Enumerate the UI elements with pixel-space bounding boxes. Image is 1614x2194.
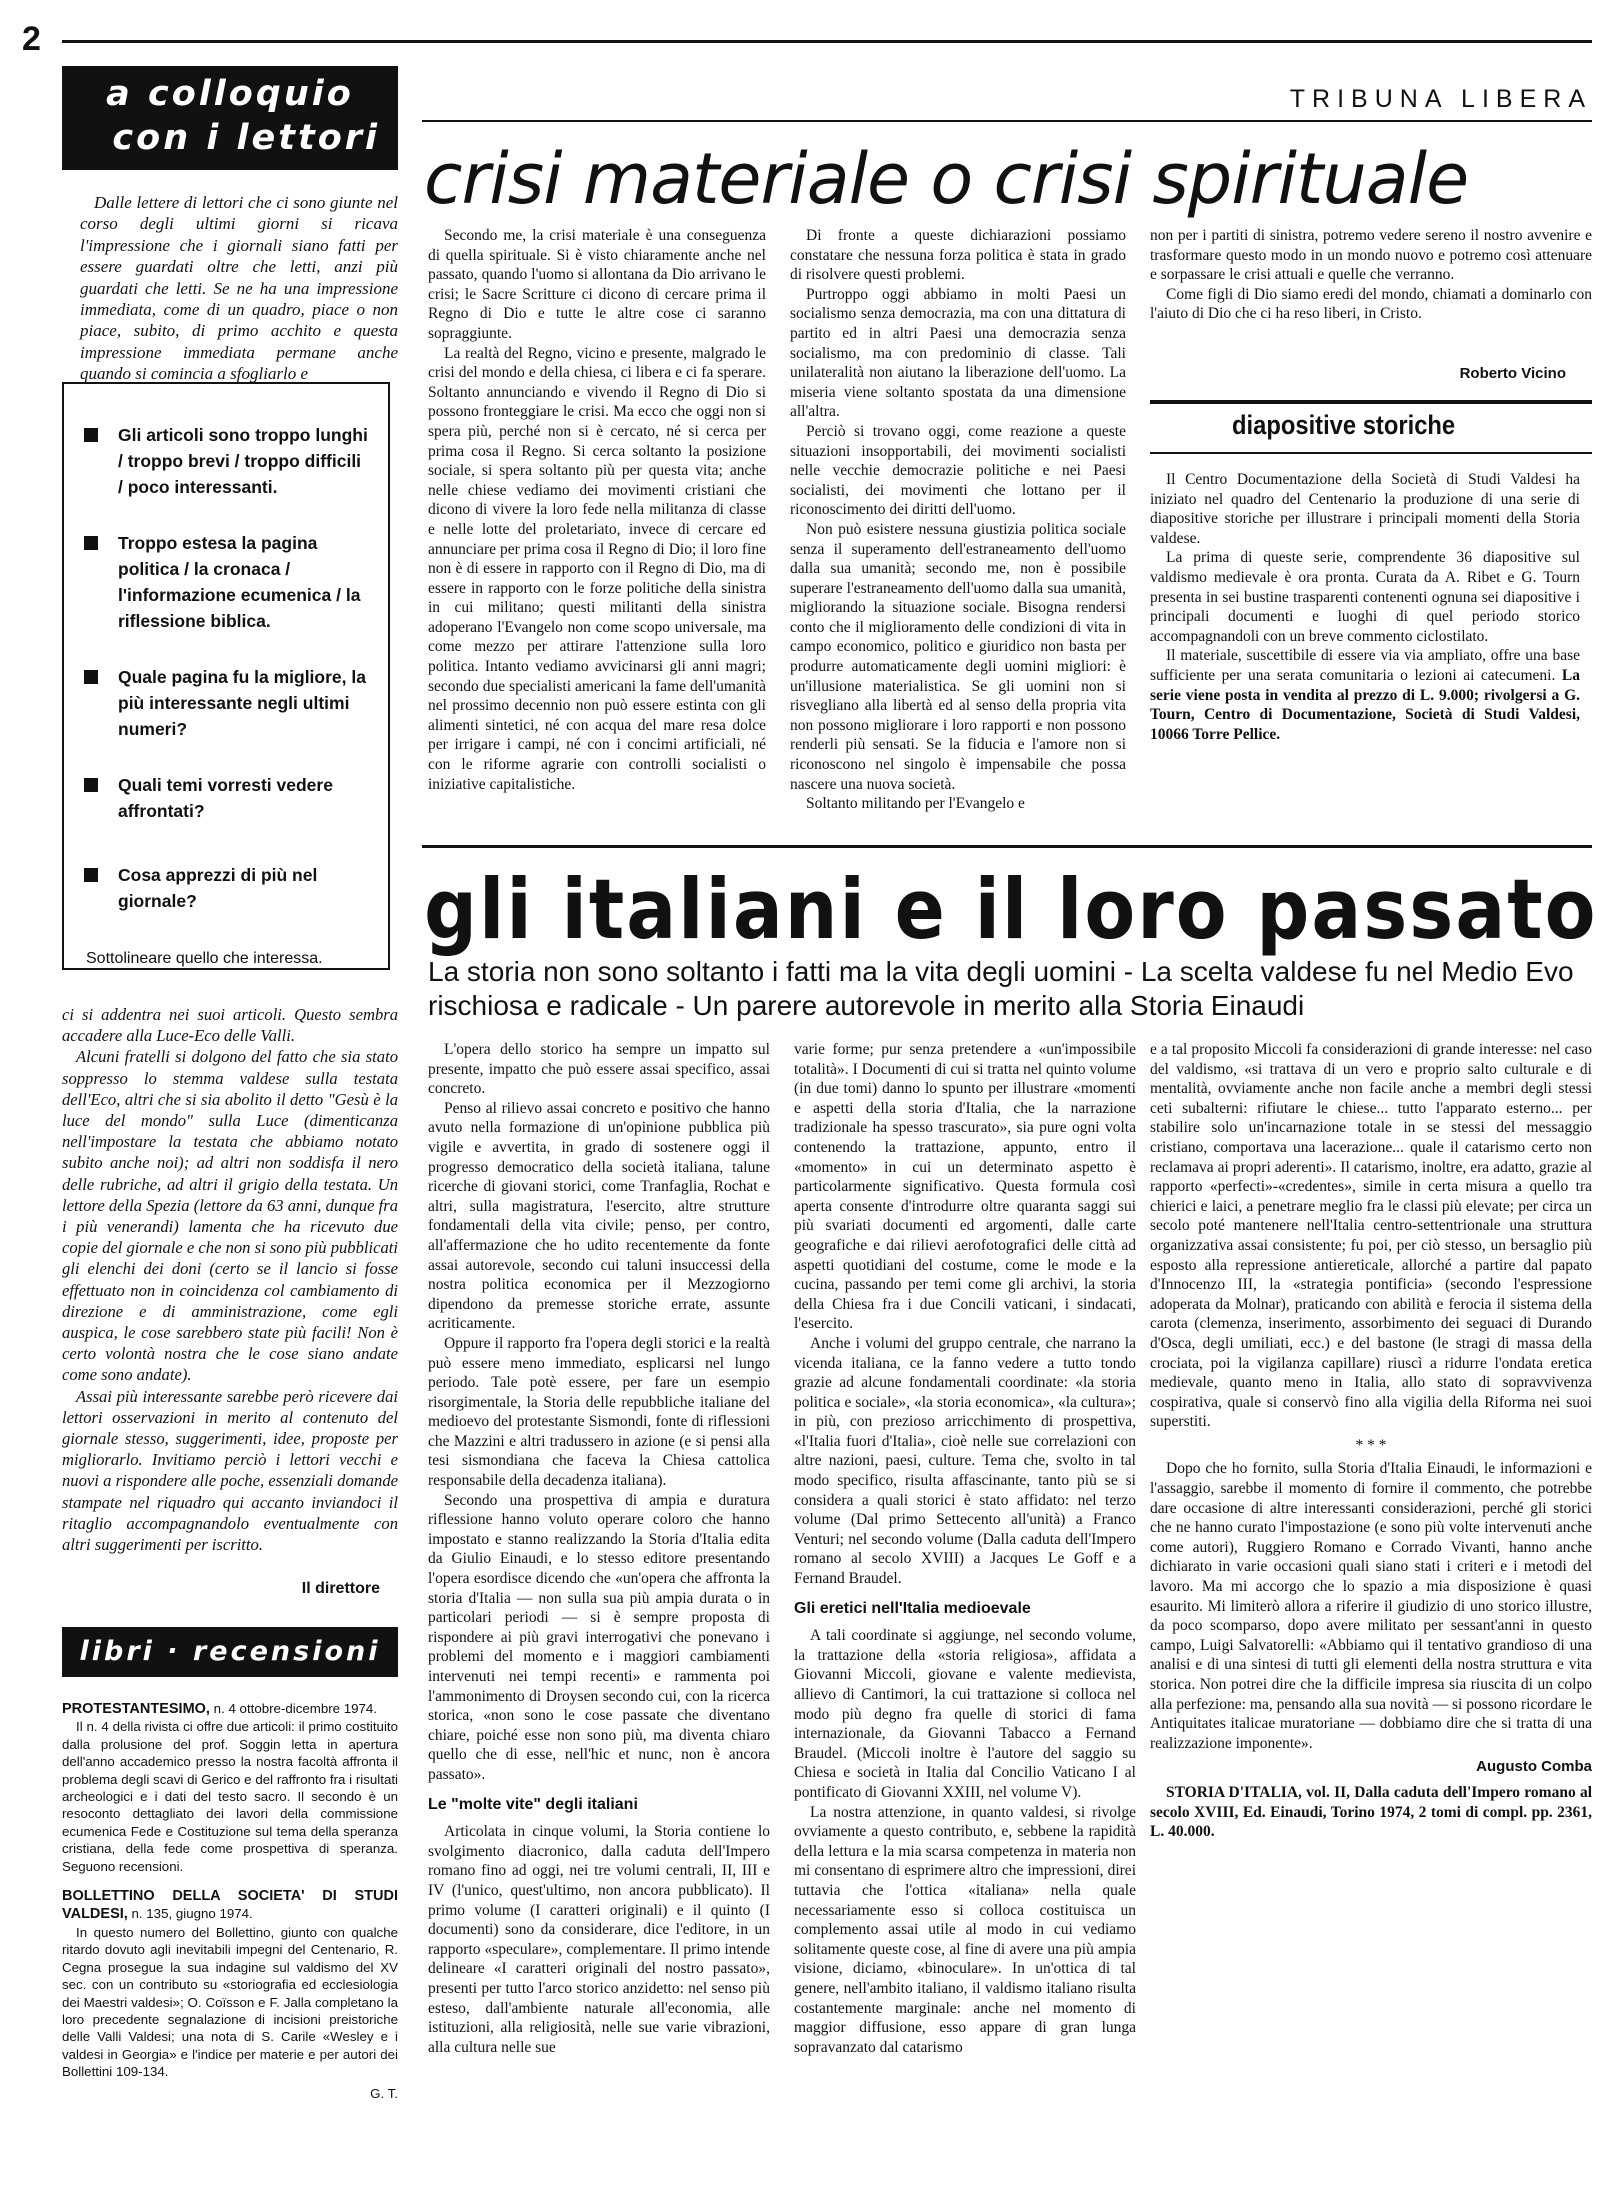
questionnaire-box (62, 382, 390, 970)
question-2[interactable]: Troppo estesa la pagina politica / la cronaca / l'informazione ecumenica / la riflessione biblica. (84, 530, 370, 634)
direttore-signature: Il direttore (301, 1580, 380, 1597)
tribuna-kicker: TRIBUNA LIBERA (1289, 85, 1592, 113)
top-rule (62, 40, 1592, 43)
colloquio-p1: ci si addentra nei suoi articoli. Questo sembra accadere alla Luce-Eco delle Valli. (62, 1005, 398, 1046)
page-number: 2 (22, 20, 41, 58)
review-2-text: In questo numero del Bollettino, giunto con qualche ritardo dovuto agli inevitabili impegni del Centenario, R. Cegna prosegue la sua indagine sul valdismo del XV sec. con un contributo su «storiografia ed ecclesiologia dei Maestri valdesi»; O. Coïsson e F. Jalla completano la loro precedente segnalazione di incisioni preistoriche delle Valli Valdesi; una nota di S. Carile «Wesley e i valdesi in Georgia» e l'indice per materie e per autori dei Bollettini 109-134. (62, 1924, 398, 2080)
review-signature: G. T. (370, 2085, 398, 2101)
question-3[interactable]: Quale pagina fu la migliore, la più interessante negli ultimi numeri? (84, 664, 370, 742)
tribuna-col-2: Di fronte a queste dichiarazioni possiamo constatare che nessuna forza politica è stata in grado di risolvere questi problemi. Purtroppo oggi abbiamo in molti Paesi un socialismo senza democrazia, ma con una dittatura di partito ed in altri Paesi una democrazia senza socialismo, ma con predominio di classe. Tali unilateralità non aiutano la liberazione dell'uomo. La miseria viene soltanto spostata da una dimensione all'altra. Perciò si trovano oggi, come reazione a queste situazioni insopportabili, dei movimenti socialisti nelle vecchie democrazie politiche e nei Paesi socialisti, dei movimenti che lottano per il riconoscimento dei diritti dell'uomo. Non può esistere nessuna giustizia politica sociale senza il superamento dell'estraneamento dell'uomo dalla sua umanità; secondo me, non è possibile superare l'estraneamento dell'uomo dalla sua umanità, migliorando la situazione sociale. Bisogna rendersi conto che il miglioramento delle condizioni di vita in campo economico, politico e giuridico non basta per produrre automaticamente degli uomini migliori: è un'illusione materialistica. Se gli uomini non si risvegliano alla libertà ed al senso della propria vita non possono migliorare i loro rapporti e non possono renderli più sensati. Se la fiducia e l'amore non si riconoscono nel singolo è impensabile che possa nascere una nuova società. Soltanto militando per l'Evangelo e (790, 227, 1126, 813)
tribuna-rule (422, 120, 1592, 122)
section-divider (422, 845, 1592, 848)
reviews (62, 1700, 398, 2102)
colloquio-body (62, 1004, 398, 1555)
colloquio-p2: Alcuni fratelli si dolgono del fatto che sia stato soppresso lo stemma valdese sulla testata dell'Eco, altri che si sia abolito il detto "Gesù è la luce del mondo" sulla Luce (dimenticanza nell'impostare la testata che abbiamo notato subito anche noi); ad altri non soddisfa il nero delle rubriche, ad altri il grigio della testata. Un lettore della Spezia (lettore da 63 anni, dunque fra i più venerandi) lamenta che ha ricevuto due copie del giornale e che non si sono più pubblicati gli elenchi dei doni (certo se il lancio si fosse effettuato non in coincidenza col cambiamento di direzione e di amministrazione, come egli auspica, le cose sarebbero state più facili! Non è certo volontà nostra che le cose siano andate come sono andate). (62, 1047, 398, 1385)
tribuna-col-3: non per i partiti di sinistra, potremo vedere sereno il nostro avvenire e trasformare questo modo in un mondo nuovo e potremo così attenuare e sorpassare le crisi attuali e quelle che verranno. Come figli di Dio siamo eredi del mondo, chiamati a dominarlo con l'aiuto di Dio che ci ha reso liberi, in Cristo. (1150, 227, 1592, 323)
italiani-subhead: La storia non sono soltanto i fatti ma la vita degli uomini - La scelta valdese fu nel Medio Evo rischiosa e radicale - Un parere autorevole in merito alla Storia Einaudi (428, 956, 1574, 1021)
box-footer: Sottolineare quello che interessa. (86, 950, 323, 967)
tribuna-headline: crisi materiale o crisi spirituale (424, 138, 1469, 220)
bullet-square-icon (84, 670, 98, 684)
banner-line-1: a colloquio (106, 74, 354, 114)
question-1[interactable]: Gli articoli sono troppo lunghi / troppo brevi / troppo difficili / poco interessanti. (84, 422, 370, 500)
italiani-headline: gli italiani e il loro passato (424, 862, 1598, 959)
question-5[interactable]: Cosa apprezzi di più nel giornale? (84, 862, 370, 914)
question-4[interactable]: Quali temi vorresti vedere affrontati? (84, 772, 370, 824)
review-1-heading: PROTESTANTESIMO, n. 4 ottobre-dicembre 1974. (62, 1701, 378, 1717)
diapositive-rule-top (1150, 400, 1592, 404)
colloquio-intro: Dalle lettere di lettori che ci sono giunte nel corso degli ultimi giorni si ricava l'impressione che i giornali siano fatti per essere guardati oltre che letti, anzi più guardati che letti. Se ne ha una impressione immediata, come di un quadro, piace o non piace, subito, di primo acchito e questa impressione immediata permane anche quando si comincia a sfogliarlo e (80, 193, 398, 384)
italiani-biblio: STORIA D'ITALIA, vol. II, Dalla caduta dell'Impero romano al secolo XVIII, Ed. Einaudi, Torino 1974, 2 tomi di compl. pp. 2361, L. 40.000. (1150, 1783, 1592, 1841)
colloquio-p3: Assai più interessante sarebbe però ricevere dai lettori osservazioni in merito al contenuto del giornale stesso, suggerimenti, idee, proposte per migliorarlo. Invitiamo perciò i lettori vecchi e nuovi a rispondere alle poche, essenziali domande stampate nel riquadro qui accanto inviandoci il ritaglio accompagnandolo eventualmente con altri suggerimenti per iscritto. (62, 1386, 398, 1555)
italiani-col-2: varie forme; pur senza pretendere a «un'impossibile totalità». I Documenti di cui si tratta nel quinto volume (in due tomi) danno lo spunto per illustrare «momenti e aspetti della storia d'Italia, che la narrazione tradizionale ha spesso trascurato», sia pure ogni volta contenendo la trattazione, appunto, entro il «momento» in cui un determinato aspetto è particolarmente significativo. Questa formula così aperta consente d'introdurre oltre quaranta saggi sui più svariati documenti ed argomenti, dalle carte geografiche e dai rilievi aerofotografici delle città ad aspetti quotidiani del costume, come le mode e la cucina, passando per temi come gli archivi, la storia della Chiesa fra i due Concili vaticani, i sindacati, l'esercito. Anche i volumi del gruppo centrale, che narrano la vicenda italiana, ce la fanno vedere a tutto tondo grazie ad alcune fondamentali coordinate: «la storia politica e sociale», «la storia economica», «la cultura»; in più, con prezioso arricchimento di prospettiva, «l'Italia fuori d'Italia», cioè nelle sue correlazioni con altre nazioni, paesi, culture. Tema che, svolto in tal modo specifico, risulta affascinante, tanto più se si considera a quali storici è stato affidato: nel terzo volume (Dal primo Settecento all'unità) a Franco Venturi; nel secondo volume (Dalla caduta dell'Impero romano al secolo XVIII) a Jacques Le Goff e a Fernand Braudel. Gli eretici nell'Italia medioevale A tali coordinate si aggiunge, nel secondo volume, la trattazione della «storia religiosa», affidata a Giovanni Miccoli, giovane e valente medievista, allievo di Cantimori, la cui trattazione si colloca nel modo più degno fra quelle di storici di fama internazionale, da Giovanni Tabacco a Fernand Braudel. (Miccoli inoltre è l'autore del saggio su Chiesa e società in Italia dal Concilio Vaticano I al pontificato di Giovanni XXIII, nel volume V). La nostra attenzione, in quanto valdesi, si rivolge ovviamente a questo contributo, e, sebbene la rapidità della lettura e la mia scarsa competenza in materia non mi consentano di esprimere altro che impressioni, direi tuttavia che l'ottica «italiana» nella quale necessariamente esso si colloca costituisca un complemento assai utile al modo in cui vediamo solitamente queste cose, al fine di avere una più ampia visione, diciamo, «binoculare». In un'ottica di tal genere, nell'ambito italiano, il valdismo italiano risulta costantemente marginale: anche nel momento di maggior diffusione, esso appare di gran lunga sopravanzato dal catarismo (794, 1041, 1136, 2056)
diapositive-rule-bottom (1150, 452, 1592, 454)
tribuna-signature: Roberto Vicino (1459, 365, 1566, 382)
diapositive-body: Il Centro Documentazione della Società di Studi Valdesi ha iniziato nel quadro del Centenario la produzione di una serie di diapositive storiche per illustrare i principali momenti della Storia valdese. La prima di queste serie, comprendente 36 diapositive sul valdismo medievale è ora pronta. Curata da A. Ribet e G. Tourn presenta in sei bustine trasparenti contenenti ognuna sei diapositive i principali documenti e luoghi di quel periodo storico accompagnandoli con un breve commento ciclostilato. Il materiale, suscettibile di essere via via ampliato, offre una base sufficiente per una serata comunitaria o lezioni ai catecumeni. La serie viene posta in vendita al prezzo di L. 9.000; rivolgersi a G. Tourn, Centro di Documentazione, Società di Studi Valdesi, 10066 Torre Pellice. (1150, 471, 1580, 743)
colloquio-banner (62, 66, 398, 170)
banner-line-2: con i lettori (112, 118, 380, 158)
diapositive-heading: diapositive storiche (1232, 410, 1456, 440)
libri-banner: libri · recensioni (62, 1627, 398, 1677)
tribuna-col-1: Secondo me, la crisi materiale è una conseguenza di quella spirituale. Si è visto chiaramente anche nel passato, quando l'uomo si allontana da Dio arrivano le crisi; le Sacre Scritture ci dicono di cercare prima il Regno di Dio e tutte le altre cose ci saranno sopraggiunte. La realtà del Regno, vicino e presente, malgrado le crisi del mondo e della chiesa, ci libera e ci fa sperare. Soltanto annunciando e vivendo il Regno di Dio si possono fronteggiare le crisi. Ma ecco che oggi non si spera più, perché non si è cercato, né si cerca per prima cosa il Regno. Si cerca soltanto la posizione sociale, si spera soltanto più per questa vita; anche nelle chiese vediamo dei movimenti cristiani che dicono di vivere la loro fede nella militanza di classe e nelle lotte del proletariato, invece di cercare ed annunciare per prima cosa il Regno di Dio; il loro fine non è di essere in rapporto con il Regno di Dio, ma di essere in rapporto con le forze politiche della sinistra in cui militano; questi militanti della sinistra adoperano l'Evangelo non come scopo universale, ma come mezzo per attirare l'attenzione sulla loro politica. Intanto vediamo avvicinarsi gli anni magri; secondo due specialisti americani la fame dell'umanità nel prossimo decennio non può essere estinta con gli alimenti sintetici, né con acqua del mare resa dolce per irrigare i campi, né con i concimi artificiali, né con le riforme agrarie con controlli socialisti o iniziative capitalistiche. (428, 227, 766, 793)
bullet-square-icon (84, 778, 98, 792)
italiani-col-3: e a tal proposito Miccoli fa considerazioni di grande interesse: nel caso del valdismo, «si trattava di un vero e proprio salto culturale e di mentalità, ovviamente anche non facile anche a membri degli stessi ceti subalterni: rifiutare le chiese... tutto l'apparato esterno... per stabilire solo un'incarnazione totale in se stessi del messaggio cristiano, comportava una lacerazione... quale il catarismo certo non reclamava ai propri aderenti». Il catarismo, inoltre, era adatto, grazie al rapporto «perfecti»-«credentes», simile in certa misura a quello tra chierici e laici, a penetrare meglio fra le classi più elevate; per circa un secolo poté mantenere nell'Italia centro-settentrionale una struttura organizzativa assai consistente; fu poi, per ciò stesso, un bersaglio più esposto alla repressione antiereticale, allorché a partire dal papato d'Innocenzo III, la «strategia pontificia» (secondo l'espressione adoperata da Molnar), praticando con abilità e ferocia il sistema della carota (clemenza, inserimento, assorbimento dei seguaci di Durando d'Osca, degli umiliati, ecc.) e del bastone (le stragi di massa della crociata, poi la vigilanza capillare) riuscì a ridurre l'ondata eretica medievale, quanto meno in Italia, allo stato di sopravvivenza cospirativa, quale si conservò fino alla vigilia della Riforma nei suoi superstiti. * * * Dopo che ho fornito, sulla Storia d'Italia Einaudi, le informazioni e l'assaggio, sarebbe il momento di fornire il commento, che potrebbe dare occasione di altre interessanti considerazioni, perché gli storici che ne hanno curato l'impostazione (e sono più volte intervenuti anche come autori), Ruggiero Romano e Corrado Vivanti, hanno anche dichiarato in varie occasioni quali siano stati i criteri e i metodi del lavoro. Ma mi accorgo che lo spazio a mia disposizione è quasi esaurito. Mi limiterò allora a riferire il giudizio di uno storico illustre, da poco scomparso, dopo avere militato per sessant'anni in questo campo, Luigi Salvatorelli: «Abbiamo qui il tentativo grandioso di una analisi e di una sintesi di tutti gli elementi della nostra struttura e vita storica. Non potrei dire che la difficile impresa sia riuscita di un colpo alla perfezione: ma, pensando alla sua novità — si possono ricordare le Antiquitates italicae muratoriane — dobbiamo dire che si tratta di una realizzazione imponente». Augusto Comba STORIA D'ITALIA, vol. II, Dalla caduta dell'Impero romano al secolo XVIII, Ed. Einaudi, Torino 1974, 2 tomi di compl. pp. 2361, L. 40.000. (1150, 1041, 1592, 1841)
bullet-square-icon (84, 536, 98, 550)
italiani-col-1: L'opera dello storico ha sempre un impatto sul presente, impatto che può essere assai specifico, assai concreto. Penso al rilievo assai concreto e positivo che hanno avuto nella formazione di un'opinione pubblica più vigile e avvertita, in grado di sostenere oggi il progresso democratico della società italiana, talune ricerche di giovani storici, come Tranfaglia, Rochat e altri, sulla magistratura, l'esercito, altre strutture fondamentali della vita civile; penso, per contro, all'affermazione che ho udito recentemente da fonte assai autorevole, secondo cui taluni insuccessi della nostra politica economica per il Mezzogiorno dipendono da premesse storiche errate, assunte acriticamente. Oppure il rapporto fra l'opera degli storici e la realtà può essere meno immediato, esplicarsi nel lungo periodo. Tale potè essere, per fare un esempio risorgimentale, la Storia delle repubbliche italiane del medioevo del protestante Sismondi, fonte di riflessioni che Mazzini e altri tradussero in azione (e si pensi alla tesi sismondiana che faceva la Chiesa cattolica responsabile della decadenza italiana). Secondo una prospettiva di ampia e duratura riflessione hanno voluto operare coloro che hanno impostato e stanno realizzando la Storia d'Italia edita da Giulio Einaudi, e lo stesso editore presentando l'opera esordisce dicendo che «un'opera che affronta la storia d'Italia — non sulla sua più ampia durata o in particolari periodi — si è sempre proposta di rispondere ai più gravi interrogativi che ponevano i problemi del momento e i maggiori cambiamenti intervenuti nei tempi recenti» e rammenta poi l'ammonimento di Droysen secondo cui, con la ricerca storica, «non sono le cose passate che diventano chiare, poiché esse non sono più, ma diventa chiaro quello che di esse, nell'hic et nunc, non è ancora passato». Le "molte vite" degli italiani Articolata in cinque volumi, la Storia contiene lo svolgimento diacronico, dalla caduta dell'Impero romano fino ad oggi, nei tre volumi centrali, II, III e IV (l'unico, quest'ultimo, non ancora pubblicato). Il primo volume (I caratteri originali) e il quinto (I documenti) sono da considerare, dice l'editore, in un rapporto «speculare», complementare. Il primo intende delineare «I caratteri originali del nostro passato», presenti per tutto l'arco storico anzidetto: nel senso più esteso, dall'ambiente naturale all'economia, alle istituzioni, alla religiosità, nelle sue varie vibrazioni, alla cultura nelle sue (428, 1041, 770, 2056)
review-1-text: Il n. 4 della rivista ci offre due articoli: il primo costituito dalla prolusione del prof. Soggin letta in apertura dell'anno accademico presso la nostra facoltà affronta il problema degli scavi di Gerico e del raffronto fra i risultati archeologici e i dati del testo sacro. Il secondo è un resoconto dettagliato dei lavori della commissione ecumenica Fede e Costituzione sul tema della speranza cristiana, della fede come prospettiva di speranza. Seguono recensioni. (62, 1719, 398, 1874)
subheading-eretici: Gli eretici nell'Italia medioevale (794, 1599, 1031, 1617)
subheading-molte-vite: Le "molte vite" degli italiani (428, 1795, 638, 1813)
review-2-heading: BOLLETTINO DELLA SOCIETA' DI STUDI VALDESI, n. 135, giugno 1974. (62, 1888, 398, 1923)
bullet-square-icon (84, 868, 98, 882)
bullet-square-icon (84, 428, 98, 442)
italiani-signature: Augusto Comba (1476, 1758, 1592, 1776)
